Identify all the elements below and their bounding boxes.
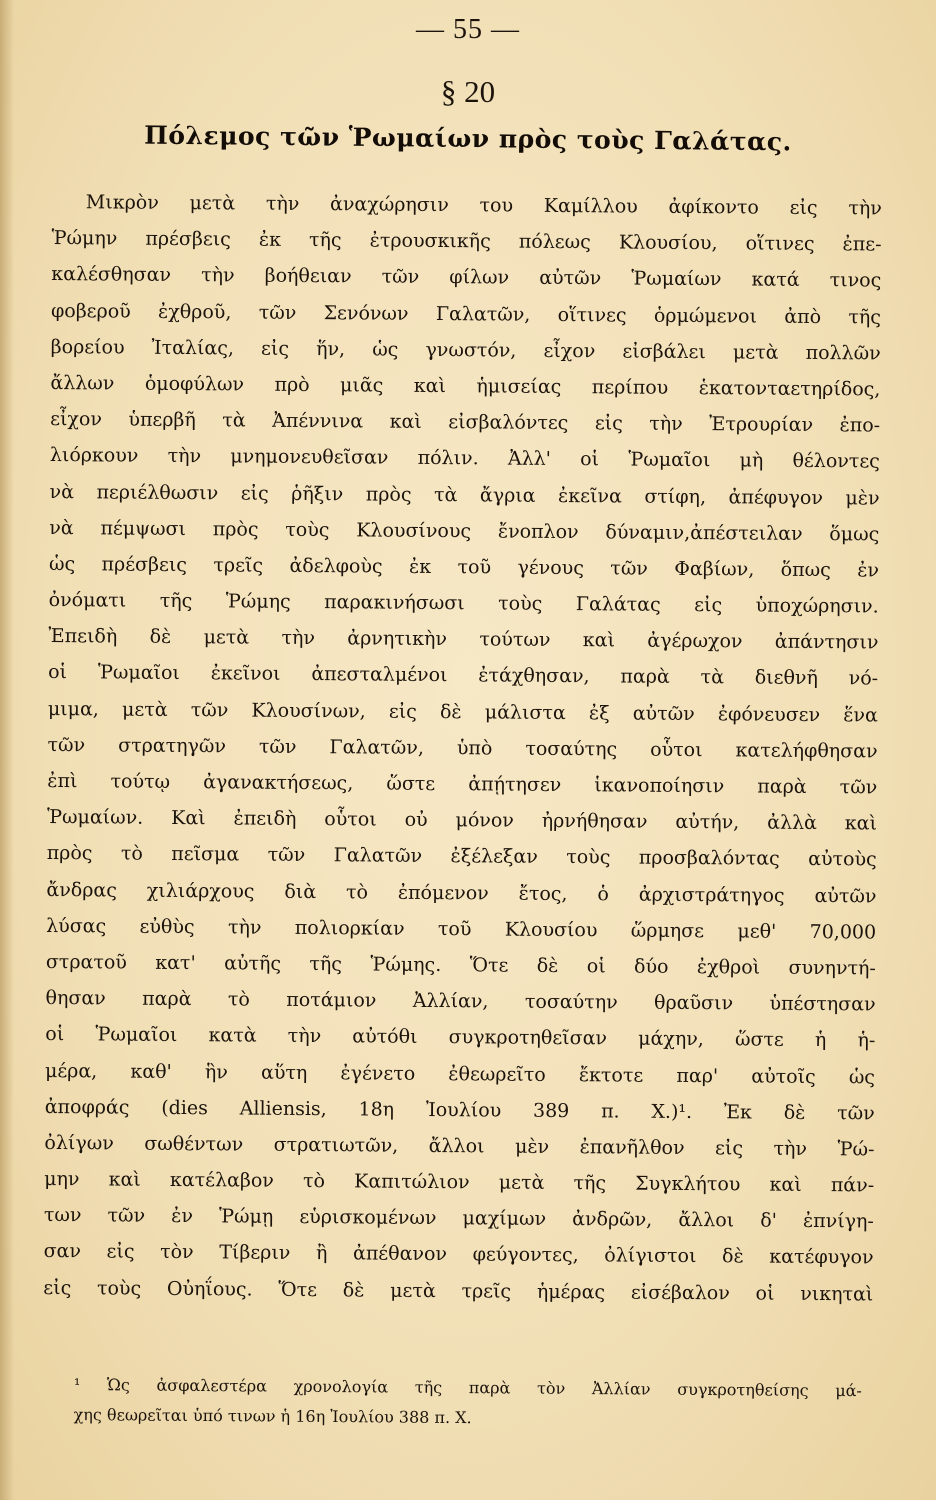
text-line: ἀποφράς (dies Alliensis, 18η Ἰουλίου 389 π. Χ.)¹. Ἐκ δὲ τῶν [44,1095,875,1125]
text-line: ἄλλων ὁμοφύλων πρὸ μιᾶς καὶ ἡμισείας περίπου ἑκατονταετηρίδος, [50,371,881,401]
chapter-title: Πόλεμος τῶν Ῥωμαίων πρὸς τοὺς Γαλάτας. [144,120,792,157]
text-line: πρὸς τὸ πεῖσμα τῶν Γαλατῶν ἐξέλεξαν τοὺς προσβαλόντας αὐτοὺς [46,842,877,871]
footnote-line: χης θεωρεῖται ὑπό τινων ἡ 16η Ἰουλίου 388 π. Χ. [73,1404,472,1428]
text-line: Ῥωμαίων. Καὶ ἐπειδὴ οὗτοι οὐ μόνον ἠρνήθησαν αὐτήν, ἀλλὰ καὶ [46,806,878,835]
footnote-line: ¹ Ὡς ἀσφαλεστέρα χρονολογία τῆς παρὰ τὸν Ἀλλίαν συγκροτηθείσης μά- [73,1374,862,1401]
page-number: — 55 — [416,14,520,45]
text-line: ὀνόματι τῆς Ῥώμης παρακινήσωσι τοὺς Γαλάτας εἰς ὑποχώρησιν. [48,589,879,618]
text-line: ἐπὶ τούτῳ ἀγανακτήσεως, ὥστε ἀπῄτησεν ἱκανοποίησιν παρὰ τῶν [47,769,878,799]
text-line: νὰ περιέλθωσιν εἰς ῥῆξιν πρὸς τὰ ἄγρια ἐκεῖνα στίφη, ἀπέφυγον μὲν [49,480,880,510]
text-line: στρατοῦ κατ' αὐτῆς τῆς Ῥώμης. Ὅτε δὲ οἱ δύο ἐχθροὶ συνηντή- [45,950,876,980]
text-line: καλέσθησαν τὴν βοήθειαν τῶν φίλων αὐτῶν Ῥωμαίων κατά τινος [51,263,882,292]
text-line: οἱ Ῥωμαῖοι κατὰ τὴν αὐτόθι συγκροτηθεῖσαν μάχην, ὥστε ἡ ἡ- [45,1023,876,1052]
section-heading: § 20 [440,74,496,109]
text-line: νὰ πέμψωσι πρὸς τοὺς Κλουσίνους ἔνοπλον δύναμιν,ἀπέστειλαν ὅμως [49,516,880,546]
page-binding-edge [0,0,14,1500]
text-line: σαν εἰς τὸν Τίβεριν ἢ ἀπέθανον φεύγοντες, ὀλίγιστοι δὲ κατέφυγον [43,1240,874,1269]
text-line: οἱ Ῥωμαῖοι ἐκεῖνοι ἀπεσταλμένοι ἐτάχθησαν, παρὰ τὰ διεθνῆ νό- [48,661,879,690]
text-line: φοβεροῦ ἐχθροῦ, τῶν Σενόνων Γαλατῶν, οἵτινες ὁρμώμενοι ἀπὸ τῆς [50,299,882,329]
text-line: εἶχον ὑπερβῆ τὰ Ἀπέννινα καὶ εἰσβαλόντες εἰς τὴν Ἐτρουρίαν ἐπο- [50,408,881,437]
text-line: μέρα, καθ' ἣν αὕτη ἐγένετο ἐθεωρεῖτο ἔκτοτε παρ' αὐτοῖς ὡς [44,1059,876,1088]
text-line: των τῶν ἐν Ῥώμῃ εὑρισκομένων μαχίμων ἀνδρῶν, ἄλλοι δ' ἐπνίγη- [43,1204,874,1233]
text-line: μιμα, μετὰ τῶν Κλουσίνων, εἰς δὲ μάλιστα ἐξ αὐτῶν ἐφόνευσεν ἕνα [47,697,878,727]
text-line: λιόρκουν τὴν μνημονευθεῖσαν πόλιν. Ἀλλ' οἱ Ῥωμαῖοι μὴ θέλοντες [49,444,880,473]
text-line: Ῥώμην πρέσβεις ἐκ τῆς ἐτρουσκικῆς πόλεως Κλουσίου, οἵτινες ἐπε- [51,227,882,256]
text-line: Μικρὸν μετὰ τὴν ἀναχώρησιν του Καμίλλου ἀφίκοντο εἰς τὴν [85,191,882,220]
text-line: θησαν παρὰ τὸ ποτάμιον Ἀλλίαν, τοσαύτην θραῦσιν ὑπέστησαν [45,987,876,1016]
text-line: ὡς πρέσβεις τρεῖς ἀδελφοὺς ἐκ τοῦ γένους τῶν Φαβίων, ὅπως ἐν [48,552,880,582]
text-line: βορείου Ἰταλίας, εἰς ἥν, ὡς γνωστόν, εἶχον εἰσβάλει μετὰ πολλῶν [50,335,881,365]
text-line: λύσας εὐθὺς τὴν πολιορκίαν τοῦ Κλουσίου ὥρμησε μεθ' 70,000 [46,914,877,944]
text-line: μην καὶ κατέλαβον τὸ Καπιτώλιον μετὰ τῆς Συγκλήτου καὶ πάν- [44,1168,875,1197]
text-line: ὀλίγων σωθέντων στρατιωτῶν, ἄλλοι μὲν ἐπανῆλθον εἰς τὴν Ῥώ- [44,1131,875,1161]
text-line: ἄνδρας χιλιάρχους διὰ τὸ ἐπόμενον ἔτος, ὁ ἀρχιστράτηγος αὐτῶν [46,878,877,908]
text-line: Ἐπειδὴ δὲ μετὰ τὴν ἀρνητικὴν τούτων καὶ ἀγέρωχον ἀπάντησιν [48,625,879,654]
footnote-block [74,1370,862,1436]
text-line: τῶν στρατηγῶν τῶν Γαλατῶν, ὑπὸ τοσαύτης οὗτοι κατελήφθησαν [47,733,878,763]
text-line: εἰς τοὺς Οὐηΐους. Ὅτε δὲ μετὰ τρεῖς ἡμέρας εἰσέβαλον οἱ νικηταὶ [43,1276,874,1306]
body-text [43,184,882,1312]
